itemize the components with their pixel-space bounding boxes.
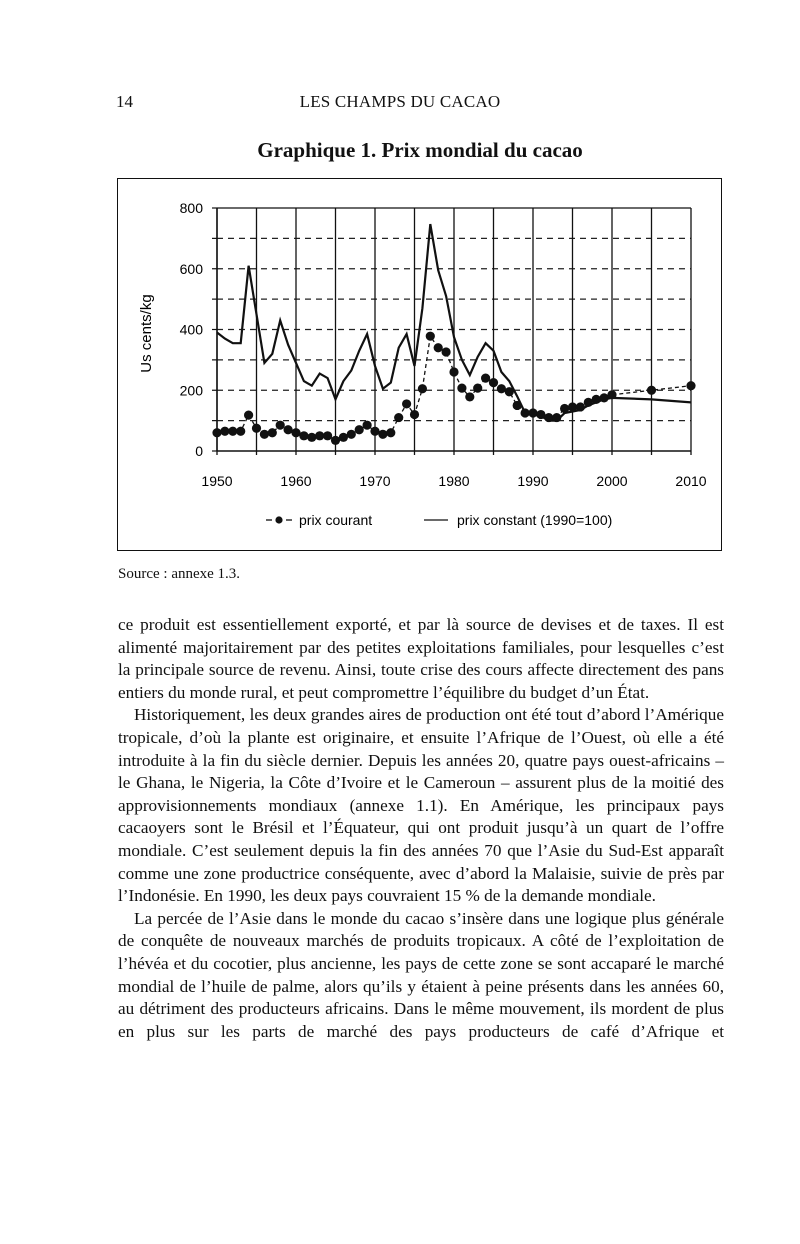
figure-frame [117,178,722,551]
series-current-dot [544,413,553,422]
figure-title: Graphique 1. Prix mondial du cacao [257,138,583,162]
figure-source: Source : annexe 1.3. [118,566,241,582]
series-current-dot [426,332,435,341]
series-current-dot [449,367,458,376]
series-current-dot [536,410,545,419]
series-current-dot [315,431,324,440]
series-current-dot [465,392,474,401]
series-current-dot [418,384,427,393]
series-current-dot [505,387,514,396]
series-current-dot [592,395,601,404]
series-current-dot [584,398,593,407]
y-tick-label: 0 [195,443,203,459]
running-header [0,92,800,116]
series-current-dot [363,421,372,430]
series-current-dot [220,427,229,436]
legend-current-label: prix courant [299,512,373,528]
paragraph-2: Historiquement, les deux grandes aires de production ont été tout d’abord l’Amérique tropicale, d’où la plante est originaire, et ensuite l’Afrique de l’Ouest, où elle a été introduite à la fin du siècle dernier. Depuis les années 20, quatre pays ouest-africains – le Ghana, le Nigeria, la Côte d’Ivoire et le Cameroun – assurent plus de la moitié des approvisionnements mondiaux (annexe 1.1). En Amérique, les principaux pays cacaoyers sont le Brésil et l’Équateur, qui ont produit jusqu’à un quart de l’offre mondiale. C’est seulement depuis la fin des années 70 que l’Asie du Sud-Est apparaît comme une zone productrice conséquente, avec d’abord la Malaisie, suivie de près par l’Indonésie. En 1990, les deux pays couvraient 15 % de la demande mondiale. [118,705,724,906]
series-current-dot [552,413,561,422]
series-current-dot [489,378,498,387]
series-current-dot [568,402,577,411]
series-current-dot [260,430,269,439]
series-current-dot [386,428,395,437]
series-current-dot [284,425,293,434]
series-current-dot [331,436,340,445]
series-current-dot [355,425,364,434]
series-current-dot [457,384,466,393]
series-current-dot [236,427,245,436]
y-tick-label: 800 [179,200,203,216]
y-tick-label: 600 [179,260,203,277]
series-current-dot [686,381,695,390]
series-current-dot [647,386,656,395]
series-current-dot [473,384,482,393]
y-tick-label: 200 [179,382,203,399]
series-current-dot [276,421,285,430]
series-current-dot [244,411,253,420]
y-axis-label: Us cents/kg [138,294,155,373]
series-current-dot [252,424,261,433]
series-current-dot [607,390,616,399]
series-current-dot [481,374,490,383]
x-tick-label: 1970 [359,473,391,489]
series-current-dot [347,430,356,439]
series-current-dot [299,431,308,440]
series-current-dot [228,427,237,436]
series-current-dot [442,347,451,356]
paragraph-1: ce produit est essentiellement exporté, et par là source de devises et de taxes. Il est alimenté majoritairement par des petites exploitations familiales, pour lesquelles c’est la principale source de revenu. Ainsi, toute crise des cours affecte directement des pans entiers du monde rural, et peut compromettre l’équilibre du budget d’un État. [118,615,724,702]
page-number: 14 [116,92,133,111]
series-current-dot [394,413,403,422]
series-current-dot [410,410,419,419]
series-current-dot [576,402,585,411]
x-tick-label: 1950 [201,473,233,489]
series-current-dot [291,428,300,437]
series-current-dot [307,433,316,442]
y-tick-label: 400 [179,321,203,338]
x-tick-label: 2000 [596,473,628,489]
series-current-dot [323,431,332,440]
x-tick-label: 2010 [675,473,707,489]
series-current-dot [600,393,609,402]
x-tick-label: 1990 [517,473,549,489]
series-current-dot [370,427,379,436]
series-current-dot [212,428,221,437]
series-current-dot [513,401,522,410]
x-tick-label: 1980 [438,473,470,489]
series-current-dot [521,408,530,417]
price-chart [118,179,723,552]
x-tick-label: 1960 [280,473,312,489]
series-current-dot [402,399,411,408]
series-current-dot [339,433,348,442]
series-current-dot [268,428,277,437]
paragraph-3: La percée de l’Asie dans le monde du cacao s’insère dans une logique plus générale de conquête de nouveaux marchés de produits tropicaux. A côté de l’exploitation de l’hévéa et du cocotier, plus ancienne, les pays de cette zone se sont accaparé le marché mondial de l’huile de palme, alors qu’ils y étaient à peine présents dans les années 60, au détriment des producteurs africains. Dans le même mouvement, ils mordent de plus en plus sur les parts de marché des pays producteurs de café d’Afrique et [118,908,724,1041]
body-text [118,614,724,1066]
series-current-dot [560,404,569,413]
series-current-dot [378,430,387,439]
running-title: LES CHAMPS DU CACAO [299,92,501,111]
series-current-dot [434,343,443,352]
series-current-dot [497,384,506,393]
legend-constant-label: prix constant (1990=100) [457,512,613,528]
legend-current-dot [275,516,282,523]
series-current-dot [528,408,537,417]
